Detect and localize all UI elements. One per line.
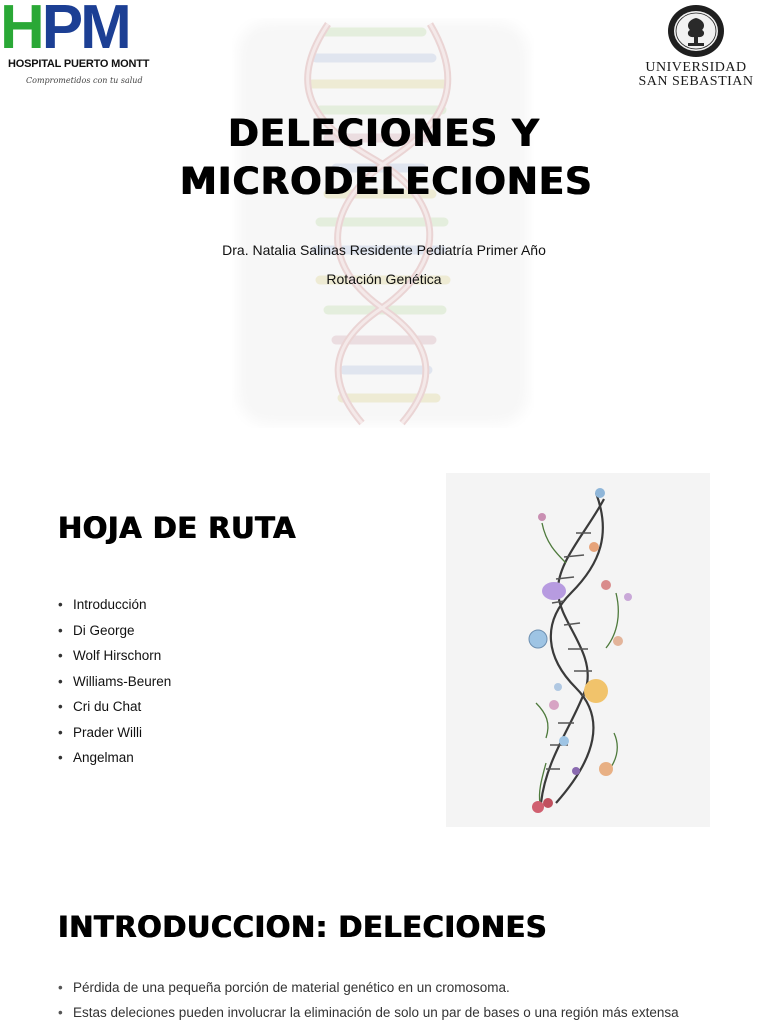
hospital-puerto-montt-logo [0, 0, 150, 92]
roadmap-list [58, 597, 171, 776]
list-item: • Wolf Hirschorn [58, 648, 171, 674]
list-item: • Di George [58, 623, 171, 649]
roadmap-slide [0, 455, 768, 850]
presentation-title [180, 110, 593, 206]
introduction-title: INTRODUCCION: DELECIONES [58, 910, 548, 944]
list-item: • Prader Willi [58, 725, 171, 751]
list-item: • Cri du Chat [58, 699, 171, 725]
hospital-tagline: Comprometidos con tu salud [26, 76, 143, 85]
hpm-logo-mark: HPM [0, 0, 129, 62]
title-line-1: DELECIONES Y [228, 112, 540, 155]
title-slide [0, 0, 768, 440]
list-item: • Williams-Beuren [58, 674, 171, 700]
dna-background-illustration [232, 18, 534, 428]
roadmap-title: HOJA DE RUTA [58, 511, 297, 545]
university-seal-icon [666, 4, 726, 60]
list-item: • Estas deleciones pueden involucrar la eliminación de solo un par de bases o una región más extensa [58, 1005, 758, 1024]
title-line-2: MICRODELECIONES [180, 160, 593, 203]
rotation-line: Rotación Genética [326, 271, 442, 287]
hospital-name: HOSPITAL PUERTO MONTT [8, 58, 150, 70]
author-line: Dra. Natalia Salinas Residente Pediatría Primer Año [222, 242, 546, 258]
university-name-line2: SAN SEBASTIAN [638, 74, 754, 89]
introduction-slide [0, 880, 768, 1024]
list-item: • Pérdida de una pequeña porción de material genético en un cromosoma. [58, 980, 758, 1005]
university-name-line1: UNIVERSIDAD [645, 60, 747, 75]
floral-dna-icon [446, 473, 710, 827]
introduction-list [58, 980, 758, 1024]
universidad-san-sebastian-logo [628, 4, 764, 90]
list-item: • Angelman [58, 750, 171, 776]
list-item: • Introducción [58, 597, 171, 623]
floral-dna-illustration [446, 473, 710, 827]
